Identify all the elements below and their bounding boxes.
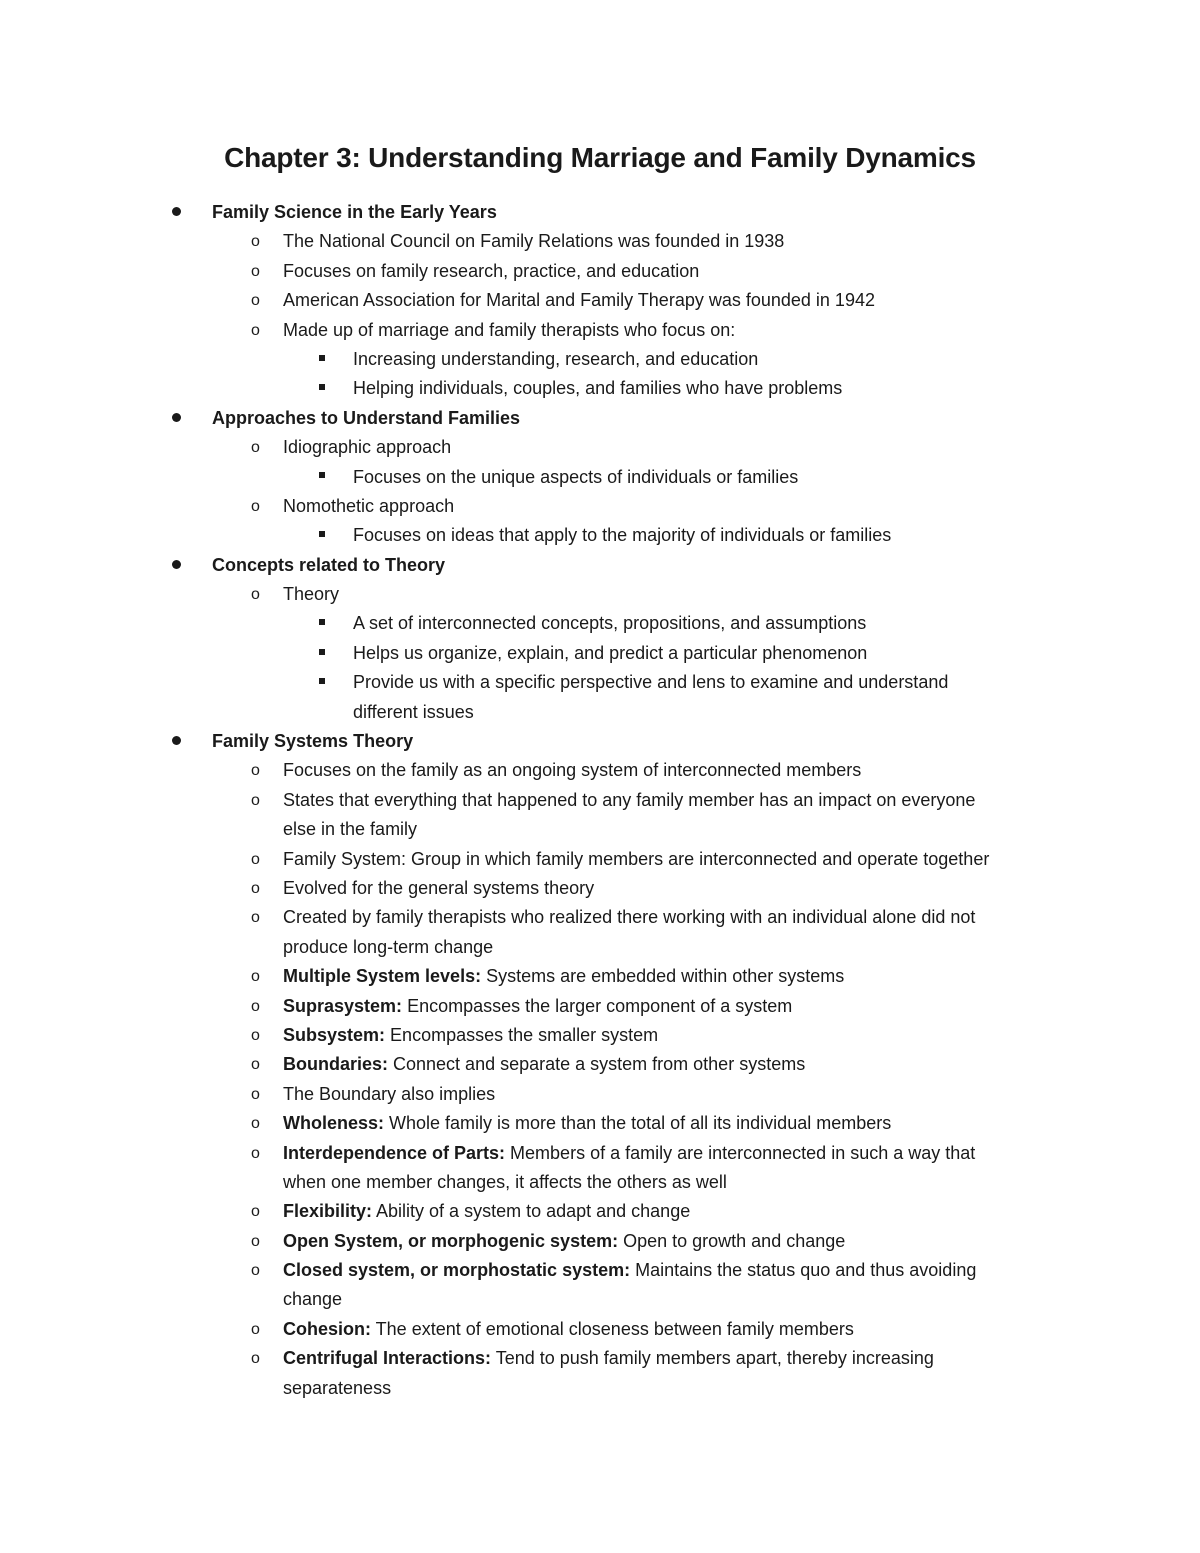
outline-text [283, 1050, 805, 1079]
outline-item [0, 903, 1200, 932]
bullet-circle-icon: o [251, 850, 260, 868]
outline-text: Provide us with a specific perspective and lens to examine and understand [353, 672, 949, 693]
outline-text [283, 1021, 658, 1050]
outline-item [0, 257, 1200, 286]
term-label: Cohesion: [283, 1318, 371, 1339]
bullet-square-icon [319, 649, 325, 655]
bullet-circle-icon [251, 903, 260, 932]
outline-text: Theory [283, 584, 340, 605]
term-definition: Members of a family are interconnected in such a way that [505, 1142, 976, 1163]
bullet-circle-icon: o [251, 292, 260, 310]
outline-item [0, 845, 1200, 874]
bullet-circle-icon [251, 786, 260, 815]
outline-text: Family Systems Theory [212, 731, 414, 752]
outline-subitem [0, 374, 1200, 403]
bullet-circle-icon: o [251, 1320, 260, 1338]
term-label: Boundaries: [283, 1054, 389, 1075]
bullet-disc-icon [172, 560, 181, 569]
term-label: Interdependence of Parts: [283, 1142, 506, 1163]
bullet-square-icon [319, 609, 325, 638]
bullet-circle-icon [251, 492, 260, 521]
bullet-circle-icon [251, 580, 260, 609]
bullet-circle-icon: o [251, 1056, 260, 1074]
section-heading [0, 551, 1200, 580]
bullet-circle-icon [251, 1197, 260, 1226]
bullet-circle-icon: o [251, 1350, 260, 1368]
outline-item [0, 1374, 1200, 1403]
bullet-circle-icon [251, 1080, 260, 1109]
outline-item [0, 1050, 1200, 1079]
bullet-circle-icon: o [251, 1232, 260, 1250]
outline-text: Focuses on family research, practice, and education [283, 260, 700, 281]
outline-item [0, 1227, 1200, 1256]
outline-text: Focuses on the family as an ongoing system of interconnected members [283, 760, 862, 781]
bullet-square-icon [319, 521, 325, 550]
bullet-circle-icon [251, 1315, 260, 1344]
bullet-circle-icon [251, 962, 260, 991]
outline-item [0, 492, 1200, 521]
bullet-circle-icon [251, 992, 260, 1021]
outline-text: Focuses on the unique aspects of individuals or families [353, 466, 799, 487]
section-heading [0, 404, 1200, 433]
outline-text [283, 1197, 690, 1226]
bullet-circle-icon: o [251, 997, 260, 1015]
term-definition: Encompasses the larger component of a system [402, 995, 793, 1016]
bullet-circle-icon [251, 874, 260, 903]
outline-list [0, 198, 1200, 1403]
bullet-square-icon [319, 374, 325, 403]
term-label: Open System, or morphogenic system: [283, 1230, 619, 1251]
bullet-circle-icon [251, 1050, 260, 1079]
outline-item [0, 316, 1200, 345]
term-definition: Encompasses the smaller system [385, 1024, 659, 1045]
outline-text: A set of interconnected concepts, propositions, and assumptions [353, 613, 867, 634]
bullet-circle-icon [251, 1021, 260, 1050]
bullet-circle-icon: o [251, 1144, 260, 1162]
outline-item [0, 1021, 1200, 1050]
section-heading [0, 727, 1200, 756]
outline-item [0, 1285, 1200, 1314]
term-label: Suprasystem: [283, 995, 403, 1016]
outline-item [0, 1168, 1200, 1197]
bullet-square-icon [319, 472, 325, 478]
outline-item [0, 227, 1200, 256]
bullet-circle-icon: o [251, 1026, 260, 1044]
bullet-disc-icon [172, 198, 181, 227]
bullet-circle-icon: o [251, 968, 260, 986]
outline-item [0, 874, 1200, 903]
outline-text: States that everything that happened to any family member has an impact on everyone [283, 789, 976, 810]
outline-text: Evolved for the general systems theory [283, 877, 595, 898]
term-label: Flexibility: [283, 1201, 373, 1222]
term-label: Centrifugal Interactions: [283, 1348, 492, 1369]
outline-item [0, 286, 1200, 315]
term-definition: Ability of a system to adapt and change [372, 1201, 691, 1222]
bullet-square-icon [319, 619, 325, 625]
term-definition: Connect and separate a system from other systems [388, 1054, 806, 1075]
outline-item [0, 933, 1200, 962]
bullet-circle-icon: o [251, 439, 260, 457]
outline-item [0, 992, 1200, 1021]
bullet-circle-icon [251, 845, 260, 874]
bullet-circle-icon: o [251, 1085, 260, 1103]
outline-text: produce long-term change [283, 936, 494, 957]
outline-text [283, 1109, 891, 1138]
outline-text: Created by family therapists who realized there working with an individual alone did not [283, 907, 976, 928]
bullet-circle-icon: o [251, 1115, 260, 1133]
outline-text: The National Council on Family Relations was founded in 1938 [283, 231, 785, 252]
outline-item [0, 756, 1200, 785]
bullet-circle-icon: o [251, 791, 260, 809]
outline-text: Increasing understanding, research, and education [353, 348, 759, 369]
page-title: Chapter 3: Understanding Marriage and Family Dynamics [224, 142, 976, 173]
bullet-circle-icon: o [251, 1262, 260, 1280]
outline-text: Made up of marriage and family therapists who focus on: [283, 319, 736, 340]
outline-subitem [0, 609, 1200, 638]
outline-item [0, 962, 1200, 991]
outline-text: else in the family [283, 819, 418, 840]
bullet-circle-icon: o [251, 233, 260, 251]
outline-item [0, 1315, 1200, 1344]
outline-text: Family Science in the Early Years [212, 202, 497, 222]
term-label: Closed system, or morphostatic system: [283, 1260, 631, 1281]
bullet-circle-icon [251, 1344, 260, 1373]
outline-item [0, 786, 1200, 815]
outline-text [283, 992, 792, 1021]
bullet-circle-icon: o [251, 262, 260, 280]
bullet-circle-icon [251, 433, 260, 462]
outline-text [283, 962, 844, 991]
bullet-square-icon [319, 384, 325, 390]
term-label: Wholeness: [283, 1113, 385, 1134]
bullet-disc-icon [172, 413, 181, 422]
bullet-circle-icon: o [251, 909, 260, 927]
bullet-square-icon [319, 639, 325, 668]
bullet-circle-icon [251, 1227, 260, 1256]
outline-item [0, 1080, 1200, 1109]
bullet-square-icon [319, 678, 325, 684]
bullet-circle-icon [251, 756, 260, 785]
bullet-disc-icon [172, 207, 181, 216]
bullet-square-icon [319, 668, 325, 697]
bullet-disc-icon [172, 736, 181, 745]
bullet-square-icon [319, 531, 325, 537]
outline-item [0, 815, 1200, 844]
outline-item [0, 1197, 1200, 1226]
outline-item [0, 1344, 1200, 1373]
outline-text: Focuses on ideas that apply to the majority of individuals or families [353, 525, 892, 546]
bullet-circle-icon: o [251, 879, 260, 897]
bullet-disc-icon [172, 727, 181, 756]
bullet-circle-icon [251, 1256, 260, 1285]
bullet-circle-icon [251, 286, 260, 315]
outline-item [0, 433, 1200, 462]
outline-text: Approaches to Understand Families [212, 407, 521, 428]
section-heading [0, 198, 1200, 227]
outline-subitem [0, 345, 1200, 374]
bullet-disc-icon [172, 404, 181, 433]
outline-item [0, 1256, 1200, 1285]
bullet-circle-icon [251, 316, 260, 345]
outline-text [283, 1256, 976, 1285]
outline-item [0, 1109, 1200, 1138]
outline-item [0, 580, 1200, 609]
outline-text [283, 1227, 845, 1256]
term-definition: The extent of emotional closeness between family members [371, 1318, 854, 1339]
term-definition: Tend to push family members apart, thereby increasing [491, 1348, 934, 1369]
bullet-disc-icon [172, 551, 181, 580]
bullet-circle-icon [251, 1109, 260, 1138]
outline-text: The Boundary also implies [283, 1083, 496, 1104]
outline-text: Concepts related to Theory [212, 554, 446, 575]
term-definition: Open to growth and change [618, 1230, 846, 1251]
outline-subitem [0, 521, 1200, 550]
outline-subitem [0, 668, 1200, 697]
outline-text: Helps us organize, explain, and predict a particular phenomenon [353, 642, 868, 663]
bullet-circle-icon: o [251, 586, 260, 604]
outline-text: Nomothetic approach [283, 495, 455, 516]
outline-subitem [0, 639, 1200, 668]
outline-text: Helping individuals, couples, and families who have problems [353, 378, 843, 399]
bullet-circle-icon: o [251, 321, 260, 339]
bullet-circle-icon: o [251, 497, 260, 515]
outline-text [283, 1344, 934, 1373]
bullet-circle-icon [251, 227, 260, 256]
outline-subitem [0, 463, 1200, 492]
bullet-square-icon [319, 463, 325, 492]
outline-text: change [283, 1289, 343, 1310]
outline-text: Idiographic approach [283, 437, 452, 458]
bullet-circle-icon [251, 1139, 260, 1168]
bullet-square-icon [319, 355, 325, 361]
bullet-circle-icon: o [251, 762, 260, 780]
term-definition: Systems are embedded within other systems [481, 966, 845, 987]
bullet-circle-icon [251, 257, 260, 286]
outline-subitem [0, 698, 1200, 727]
bullet-circle-icon: o [251, 1203, 260, 1221]
outline-text: when one member changes, it affects the others as well [283, 1171, 727, 1192]
outline-text: different issues [353, 701, 474, 722]
term-definition: Whole family is more than the total of all its individual members [384, 1113, 892, 1134]
term-label: Multiple System levels: [283, 966, 482, 987]
outline-text [283, 1139, 975, 1168]
outline-text: separateness [283, 1377, 392, 1398]
outline-text [283, 1315, 854, 1344]
term-label: Subsystem: [283, 1024, 386, 1045]
term-definition: Maintains the status quo and thus avoiding [630, 1260, 977, 1281]
outline-item [0, 1139, 1200, 1168]
outline-text: American Association for Marital and Family Therapy was founded in 1942 [283, 290, 875, 311]
bullet-square-icon [319, 345, 325, 374]
outline-text: Family System: Group in which family members are interconnected and operate together [283, 848, 990, 869]
